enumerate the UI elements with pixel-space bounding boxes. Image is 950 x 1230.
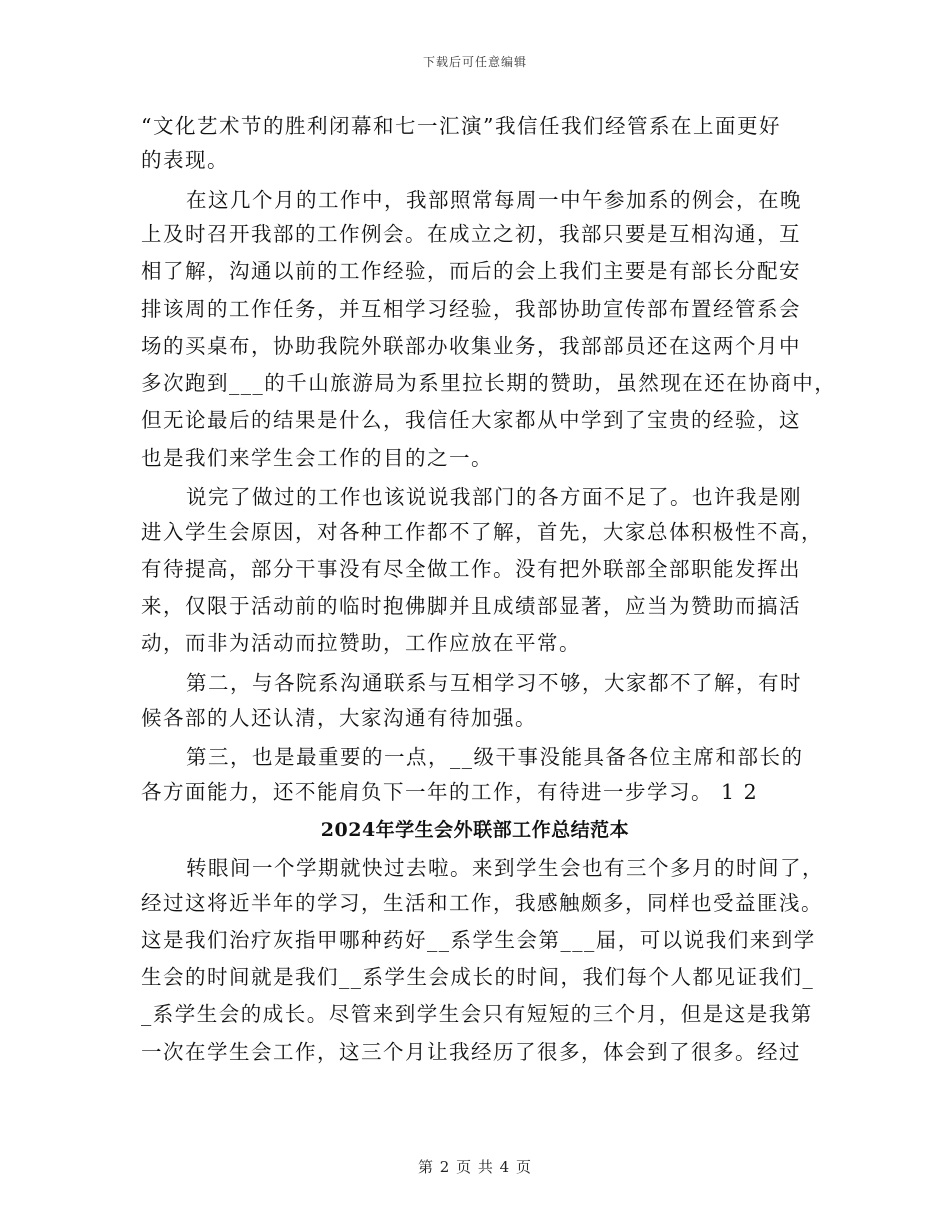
text-line: 生会的时间就是我们__系学生会成长的时间，我们每个人都见证我们_ [141, 965, 815, 989]
text-line: 这是我们治疗灰指甲哪种药好__系学生会第___届，可以说我们来到学 [141, 928, 816, 952]
text-line: 转眼间一个学期就快过去啦。来到学生会也有三个多月的时间了， [186, 856, 824, 880]
text-line: 相了解，沟通以前的工作经验，而后的会上我们主要是有部长分配安 [141, 259, 801, 283]
text-line: 多次跑到___的千山旅游局为系里拉长期的赞助，虽然现在还在协商中， [141, 371, 837, 395]
page-header: 下载后可任意编辑 [422, 55, 527, 69]
text-line: 场的买桌布，协助我院外联部办收集业务，我部部员还在这两个月中 [141, 334, 801, 358]
text-line: 在这几个月的工作中，我部照常每周一中午参加系的例会，在晚 [186, 188, 802, 212]
page-footer: 第 2 页 共 4 页 [418, 1158, 532, 1176]
text-line: 来，仅限于活动前的临时抱佛脚并且成绩部显著，应当为赞助而搞活 [141, 594, 801, 618]
text-line: 候各部的人还认清，大家沟通有待加强。 [141, 706, 537, 730]
text-line: “文化艺术节的胜利闭幕和七一汇演”我信任我们经管系在上面更好 [141, 114, 781, 138]
text-line: 各方面能力，还不能肩负下一年的工作，有待进一步学习。 1 2 [141, 780, 759, 804]
text-line: 上及时召开我部的工作例会。在成立之初，我部只要是互相沟通，互 [141, 222, 801, 246]
text-line: 的表现。 [141, 148, 229, 172]
text-line: 有待提高，部分干事没有尽全做工作。没有把外联部全部职能发挥出 [141, 557, 801, 581]
text-line: 但无论最后的结果是什么，我信任大家都从中学到了宝贵的经验，这 [141, 408, 801, 432]
text-line: 经过这将近半年的学习，生活和工作，我感触颇多，同样也受益匪浅。 [141, 891, 823, 915]
text-line: 第二，与各院系沟通联系与互相学习不够，大家都不了解，有时 [186, 671, 802, 695]
text-line: 说完了做过的工作也该说说我部门的各方面不足了。也许我是刚 [186, 485, 802, 509]
text-line: 也是我们来学生会工作的目的之一。 [141, 446, 493, 470]
text-line: _系学生会的成长。尽管来到学生会只有短短的三个月，但是这是我第 [141, 1002, 813, 1026]
section-title: 2024年学生会外联部工作总结范本 [320, 819, 630, 841]
text-line: 动，而非为活动而拉赞助，工作应放在平常。 [141, 631, 581, 655]
text-line: 第三，也是最重要的一点，__级干事没能具备各位主席和部长的 [186, 745, 804, 769]
text-line: 进入学生会原因，对各种工作都不了解，首先，大家总体积极性不高， [141, 520, 823, 544]
text-line: 排该周的工作任务，并互相学习经验，我部协助宣传部布置经管系会 [141, 297, 801, 321]
text-line: 一次在学生会工作，这三个月让我经历了很多，体会到了很多。经过 [141, 1040, 801, 1064]
